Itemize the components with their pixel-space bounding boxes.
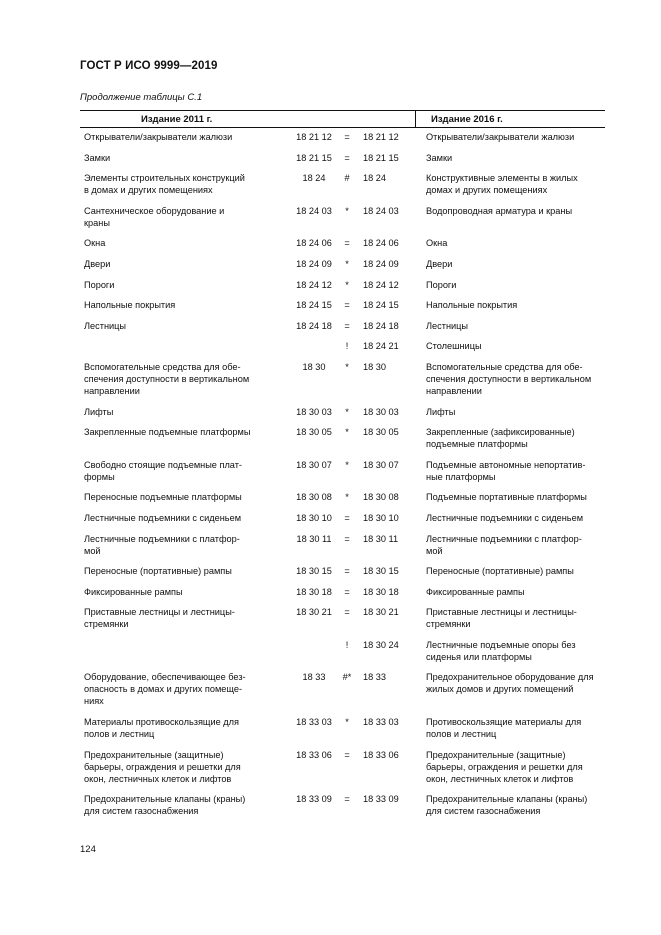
page-number: 124 (80, 844, 96, 855)
change-symbol: = (344, 749, 350, 760)
new-name (426, 671, 604, 695)
column-divider (415, 111, 416, 127)
new-name-line: стремянки (426, 619, 471, 630)
new-name-line: Напольные покрытия (426, 300, 518, 311)
table-row (80, 606, 605, 639)
new-code: 18 33 (363, 672, 386, 683)
old-code: 18 30 10 (296, 512, 332, 523)
old-name-line: ниях (84, 696, 104, 707)
new-name-line: Предохранительное оборудование для (426, 672, 594, 683)
change-symbol: = (344, 152, 350, 163)
new-code: 18 24 06 (363, 238, 399, 249)
old-name-line: Сантехническое оборудование и (84, 205, 225, 216)
new-code: 18 24 15 (363, 300, 399, 311)
new-name-line: подъемные платформы (426, 439, 528, 450)
new-name (426, 340, 604, 352)
change-symbol: = (344, 238, 350, 249)
new-code: 18 33 09 (363, 794, 399, 805)
new-name-line: ные платформы (426, 471, 496, 482)
change-symbol: ! (345, 341, 349, 352)
new-code: 18 30 (363, 361, 386, 372)
table-row (80, 426, 605, 459)
old-name (84, 459, 274, 483)
table-row (80, 459, 605, 492)
table-row (80, 639, 605, 672)
table-row (80, 205, 605, 238)
new-name-line: Предохранительные клапаны (краны) (426, 794, 588, 805)
new-code: 18 30 07 (363, 459, 399, 470)
old-name-line: Переносные подъемные платформы (84, 492, 242, 503)
old-name-line: Окна (84, 238, 106, 249)
change-symbol: # (344, 173, 350, 184)
new-name (426, 152, 604, 164)
table-row (80, 340, 605, 361)
change-symbol: = (344, 586, 350, 597)
new-name (426, 533, 604, 557)
new-name-line: Лифты (426, 406, 456, 417)
new-name-line: домах и других помещениях (426, 185, 548, 196)
new-name-line: направлении (426, 385, 482, 396)
old-name (84, 639, 274, 651)
old-code: 18 33 (302, 672, 326, 683)
new-name (426, 586, 604, 598)
change-symbol: * (345, 427, 349, 438)
old-name-line: Переносные (портативные) рампы (84, 566, 232, 577)
new-name (426, 258, 604, 270)
new-name-line: Окна (426, 238, 448, 249)
old-name-line: барьеры, ограждения и решетки для (84, 761, 241, 772)
table-row (80, 586, 605, 607)
table-row (80, 279, 605, 300)
change-symbol: = (344, 794, 350, 805)
old-name-line: полов и лестниц (84, 729, 155, 740)
new-name-line: спечения доступности в вертикальном (426, 373, 592, 384)
old-name-line (84, 639, 274, 651)
table-row (80, 406, 605, 427)
new-name-line: Столешницы (426, 341, 482, 352)
new-name-line: Двери (426, 258, 453, 269)
old-name-line: Материалы противоскользящие для (84, 717, 239, 728)
table-body (80, 131, 605, 826)
new-name (426, 426, 604, 450)
old-name (84, 426, 274, 438)
new-name-line: Противоскользящие материалы для (426, 717, 582, 728)
old-name-line: опасность в домах и других помеще- (84, 684, 242, 695)
new-code: 18 30 11 (363, 533, 399, 544)
old-name-line: Лестницы (84, 320, 127, 331)
new-name-line: Открыватели/закрыватели жалюзи (426, 132, 575, 142)
new-name-line: барьеры, ограждения и решетки для (426, 761, 583, 772)
standard-title: ГОСТ Р ИСО 9999—2019 (80, 60, 218, 72)
new-code: 18 30 10 (363, 512, 399, 523)
new-name (426, 459, 604, 483)
old-name-line: Приставные лестницы и лестницы- (84, 607, 235, 618)
table-row (80, 299, 605, 320)
table-row (80, 237, 605, 258)
old-name-line: Вспомогательные средства для обе- (84, 361, 241, 372)
new-name-line: окон, лестничных клеток и лифтов (426, 773, 574, 784)
new-name-line: Лестничные подъемники с сиденьем (426, 512, 584, 523)
old-name-line: Фиксированные рампы (84, 586, 183, 597)
old-name-line: Предохранительные клапаны (краны) (84, 794, 246, 805)
table-row (80, 749, 605, 794)
new-name (426, 716, 604, 740)
old-name (84, 205, 274, 229)
new-code: 18 30 24 (363, 639, 399, 650)
new-code: 18 30 18 (363, 586, 399, 597)
table-row (80, 671, 605, 716)
old-code: 18 24 09 (296, 258, 332, 269)
change-symbol: = (344, 566, 350, 577)
new-code: 18 24 03 (363, 205, 399, 216)
change-symbol: * (345, 361, 349, 372)
new-code: 18 21 15 (363, 152, 399, 163)
old-name (84, 131, 274, 143)
old-code: 18 30 (302, 361, 326, 372)
new-code: 18 24 09 (363, 258, 399, 269)
old-name-line: Оборудование, обеспечивающее без- (84, 672, 246, 683)
new-code: 18 30 03 (363, 406, 399, 417)
new-name-line: Лестничные подъемники с платфор- (426, 533, 582, 544)
new-name-line: Предохранительные (защитные) (426, 749, 566, 760)
old-name (84, 406, 274, 418)
table-row (80, 491, 605, 512)
new-name (426, 131, 604, 143)
table-row (80, 131, 605, 152)
new-code: 18 21 12 (363, 132, 399, 142)
table-header (80, 110, 605, 128)
old-name (84, 152, 274, 164)
new-name-line: Приставные лестницы и лестницы- (426, 607, 577, 618)
old-name-line: Напольные покрытия (84, 300, 176, 311)
new-name-line: Переносные (портативные) рампы (426, 566, 574, 577)
old-name-line: Пороги (84, 279, 115, 290)
old-code: 18 30 21 (296, 607, 332, 618)
table-row (80, 172, 605, 205)
old-code: 18 21 12 (296, 132, 332, 142)
old-name (84, 299, 274, 311)
change-symbol: = (344, 607, 350, 618)
change-symbol: * (345, 717, 349, 728)
old-code: 18 30 03 (296, 406, 332, 417)
new-name-line: Закрепленные (зафиксированные) (426, 427, 575, 438)
new-code: 18 30 08 (363, 492, 399, 503)
old-code: 18 30 05 (296, 427, 332, 438)
old-code: 18 30 07 (296, 459, 332, 470)
old-code: 18 33 06 (296, 749, 332, 760)
old-name (84, 671, 274, 707)
table-row (80, 320, 605, 341)
new-code: 18 30 15 (363, 566, 399, 577)
old-name (84, 512, 274, 524)
old-name-line: спечения доступности в вертикальном (84, 373, 250, 384)
old-name (84, 279, 274, 291)
old-code: 18 24 18 (296, 320, 332, 331)
old-name-line: формы (84, 471, 115, 482)
new-name (426, 406, 604, 418)
new-name-line: полов и лестниц (426, 729, 497, 740)
old-name (84, 172, 274, 196)
change-symbol: * (345, 258, 349, 269)
new-name (426, 749, 604, 785)
old-name-line: Двери (84, 258, 111, 269)
table-row (80, 152, 605, 173)
change-symbol: * (345, 492, 349, 503)
old-name (84, 565, 274, 577)
change-symbol: * (345, 406, 349, 417)
new-name-line: мой (426, 545, 443, 556)
old-name-line: окон, лестничных клеток и лифтов (84, 773, 232, 784)
change-symbol: #* (342, 672, 352, 683)
old-name (84, 749, 274, 785)
new-name-line: Лестничные подъемные опоры без (426, 639, 576, 650)
table-row (80, 716, 605, 749)
new-code: 18 30 21 (363, 607, 399, 618)
table-caption: Продолжение таблицы С.1 (80, 92, 203, 103)
new-name (426, 565, 604, 577)
new-name-line: жилых домов и других помещений (426, 684, 574, 695)
new-name-line: Конструктивные элементы в жилых (426, 173, 578, 184)
old-name-line: Замки (84, 152, 111, 163)
old-code: 18 30 18 (296, 586, 332, 597)
old-code: 18 30 15 (296, 566, 332, 577)
new-code: 18 33 06 (363, 749, 399, 760)
change-symbol: = (344, 320, 350, 331)
column-header-2011: Издание 2011 г. (141, 114, 213, 125)
old-code: 18 33 03 (296, 717, 332, 728)
old-name-line: Элементы строительных конструкций (84, 173, 245, 184)
change-symbol: ! (345, 639, 349, 650)
old-code: 18 30 11 (296, 533, 332, 544)
old-code: 18 24 03 (296, 205, 332, 216)
change-symbol: = (344, 300, 350, 311)
old-name-line: направлении (84, 385, 140, 396)
old-code: 18 24 12 (296, 279, 332, 290)
table-row (80, 565, 605, 586)
old-name-line: Закрепленные подъемные платформы (84, 427, 251, 438)
old-code: 18 21 15 (296, 152, 332, 163)
new-name (426, 172, 604, 196)
new-name (426, 299, 604, 311)
table-row (80, 533, 605, 566)
new-name-line: для систем газоснабжения (426, 806, 541, 817)
old-name-line: Свободно стоящие подъемные плат- (84, 459, 242, 470)
new-name (426, 237, 604, 249)
new-name (426, 606, 604, 630)
old-name-line: в домах и других помещениях (84, 185, 213, 196)
change-symbol: * (345, 459, 349, 470)
table-row (80, 512, 605, 533)
table-row (80, 361, 605, 406)
new-code: 18 24 18 (363, 320, 399, 331)
new-name (426, 793, 604, 817)
old-code: 18 24 15 (296, 300, 332, 311)
change-symbol: = (344, 533, 350, 544)
column-header-2016: Издание 2016 г. (431, 114, 503, 125)
old-name-line: Открыватели/закрыватели жалюзи (84, 132, 233, 142)
new-name (426, 205, 604, 217)
old-code: 18 24 06 (296, 238, 332, 249)
old-name (84, 491, 274, 503)
new-name (426, 512, 604, 524)
old-code: 18 24 (302, 173, 326, 184)
old-name (84, 258, 274, 270)
old-name (84, 716, 274, 740)
old-name (84, 606, 274, 630)
old-name-line: Предохранительные (защитные) (84, 749, 224, 760)
old-name-line (84, 340, 274, 352)
old-name-line: для систем газоснабжения (84, 806, 199, 817)
old-name (84, 793, 274, 817)
change-symbol: = (344, 512, 350, 523)
table-row (80, 793, 605, 826)
new-name (426, 279, 604, 291)
old-name (84, 533, 274, 557)
new-name-line: Замки (426, 152, 453, 163)
new-code: 18 24 21 (363, 341, 399, 352)
old-name-line: мой (84, 545, 101, 556)
old-name-line: стремянки (84, 619, 129, 630)
new-name-line: Пороги (426, 279, 457, 290)
old-name-line: Лифты (84, 406, 114, 417)
table-row (80, 258, 605, 279)
new-name-line: Подъемные портативные платформы (426, 492, 587, 503)
new-name-line: Вспомогательные средства для обе- (426, 361, 583, 372)
change-symbol: * (345, 205, 349, 216)
old-name (84, 361, 274, 397)
new-name-line: Лестницы (426, 320, 469, 331)
old-name-line: Лестничные подъемники с платфор- (84, 533, 240, 544)
old-code: 18 30 08 (296, 492, 332, 503)
new-name-line: Водопроводная арматура и краны (426, 205, 573, 216)
new-name (426, 491, 604, 503)
new-name-line: Фиксированные рампы (426, 586, 525, 597)
change-symbol: = (344, 132, 350, 142)
new-code: 18 33 03 (363, 717, 399, 728)
old-code: 18 33 09 (296, 794, 332, 805)
change-symbol: * (345, 279, 349, 290)
old-name-line: краны (84, 217, 110, 228)
new-name (426, 361, 604, 397)
old-name (84, 586, 274, 598)
old-name (84, 320, 274, 332)
old-name-line: Лестничные подъемники с сиденьем (84, 512, 242, 523)
new-code: 18 30 05 (363, 427, 399, 438)
new-code: 18 24 (363, 173, 386, 184)
new-name (426, 639, 604, 663)
new-name-line: Подъемные автономные непортатив- (426, 459, 586, 470)
new-name (426, 320, 604, 332)
old-name (84, 340, 274, 352)
new-name-line: сиденья или платформы (426, 651, 532, 662)
new-code: 18 24 12 (363, 279, 399, 290)
old-name (84, 237, 274, 249)
